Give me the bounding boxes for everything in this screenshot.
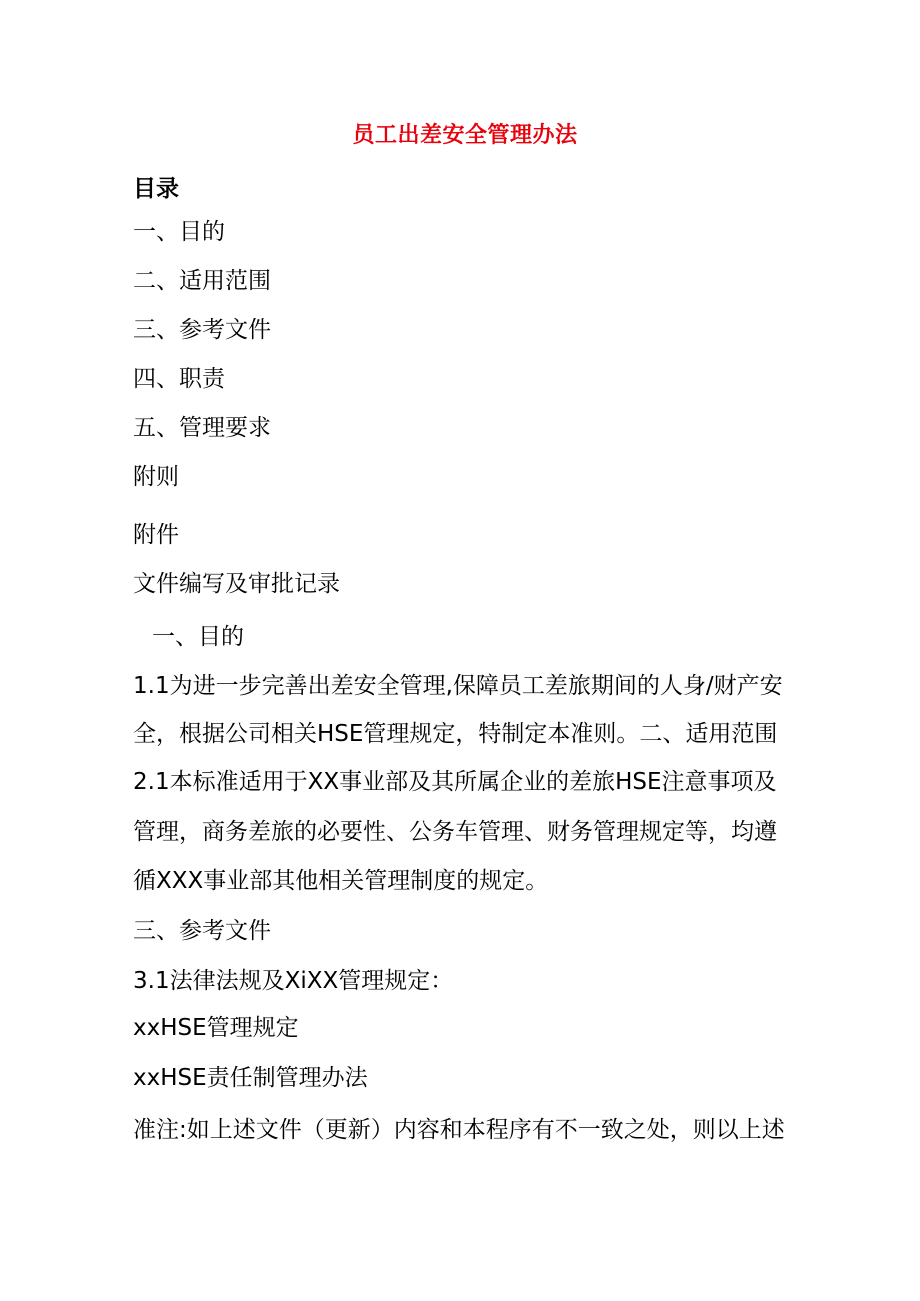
document-title: 员工出差安全管理办法	[352, 123, 578, 148]
toc-item-requirements: 五、管理要求	[133, 415, 271, 441]
toc-item-purpose: 一、目的	[133, 219, 225, 245]
toc-item-attachments: 附件	[133, 522, 179, 548]
toc-item-responsibilities: 四、职责	[133, 366, 225, 392]
note-line: 准注:如上述文件（更新）内容和本程序有不一致之处，则以上述	[133, 1117, 785, 1143]
toc-item-references: 三、参考文件	[133, 317, 271, 343]
section-heading-references: 三、参考文件	[133, 918, 271, 944]
paragraph-line: 2.1本标准适用于XX事业部及其所属企业的差旅HSE注意事项及	[133, 769, 777, 795]
paragraph-line: 循XXX事业部其他相关管理制度的规定。	[133, 868, 549, 894]
paragraph-line: 1.1为进一步完善出差安全管理,保障员工差旅期间的人身/财产安	[133, 673, 783, 699]
paragraph-line: 管理，商务差旅的必要性、公务车管理、财务管理规定等，均遵	[133, 819, 777, 845]
reference-item: xxHSE责任制管理办法	[133, 1065, 368, 1091]
toc-heading: 目录	[133, 176, 179, 202]
reference-item: xxHSE管理规定	[133, 1015, 299, 1041]
toc-item-approval-record: 文件编写及审批记录	[133, 571, 340, 597]
section-heading-purpose: 一、目的	[152, 624, 244, 650]
paragraph-line: 全，根据公司相关HSE管理规定，特制定本准则。二、适用范围	[133, 721, 778, 747]
paragraph-line: 3.1法律法规及XiXX管理规定：	[133, 968, 454, 994]
toc-item-supplementary: 附则	[133, 464, 179, 490]
toc-item-scope: 二、适用范围	[133, 268, 271, 294]
